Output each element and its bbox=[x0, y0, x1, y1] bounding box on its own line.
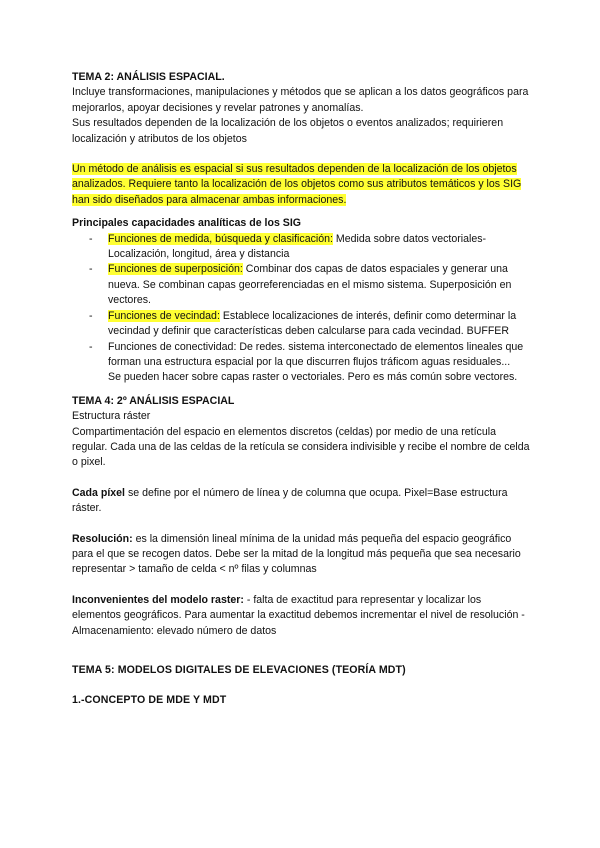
capacidades-list bbox=[72, 232, 532, 386]
inconvenientes-term: Inconvenientes del modelo raster: bbox=[72, 593, 244, 606]
spacer bbox=[72, 578, 532, 593]
pixel-text: se define por el número de línea y de columna que ocupa. Pixel=Base estructura ráster. bbox=[72, 486, 508, 515]
list-item-text-continued: Se pueden hacer sobre capas raster o vectoriales. Pero es más común sobre vectores. bbox=[108, 371, 518, 384]
list-item bbox=[72, 232, 532, 263]
list-item-text: Establece localizaciones de interés, definir como determinar la vecindad y definir que características deben calcularse para cada vecindad. BUFFER bbox=[108, 309, 517, 338]
list-item-term: Funciones de superposición: bbox=[108, 263, 243, 276]
tema4-paragraph-1: Compartimentación del espacio en elementos discretos (celdas) por medio de una retícula regular. Cada una de las celdas de la retícula se considera indivisible y recibe el nombre de celda o pixel. bbox=[72, 425, 530, 469]
tema4-title: TEMA 4: 2º ANÁLISIS ESPACIAL bbox=[72, 394, 235, 407]
list-dash: - bbox=[89, 309, 93, 322]
spacer bbox=[72, 471, 532, 486]
tema2-highlight-paragraph bbox=[72, 162, 532, 208]
list-item bbox=[72, 262, 532, 308]
document-page bbox=[72, 70, 532, 709]
tema5-section-1: 1.-CONCEPTO DE MDE Y MDT bbox=[72, 694, 227, 707]
inconvenientes-text: - falta de exactitud para representar y localizar los elementos geográficos. Para aumentar la exactitud debemos incrementar el nivel de resolución - Almacenamiento: elevado número de datos bbox=[72, 593, 525, 637]
spacer bbox=[72, 678, 532, 693]
inconvenientes-paragraph bbox=[72, 593, 532, 639]
list-item-text: Funciones de conectividad: De redes. sistema interconectado de elementos lineales que forman una estructura espacial por la que discurren flujos tráficom aguas residuales... bbox=[108, 340, 524, 368]
tema2-title: TEMA 2: ANÁLISIS ESPACIAL. bbox=[72, 71, 225, 83]
tema2-paragraph-1: Incluye transformaciones, manipulaciones y métodos que se aplican a los datos geográficos para mejorarlos, apoyar decisiones y revelar patrones y anomalías. bbox=[72, 86, 529, 114]
highlighted-text: Un método de análisis es espacial si sus resultados dependen de la localización de los objetos analizados. Requiere tanto la localización de los objetos como sus atributos temáticos y los SIG han sido diseñados para almacenar ambas informaciones. bbox=[72, 163, 522, 206]
spacer bbox=[72, 386, 532, 394]
spacer bbox=[72, 639, 532, 663]
list-item bbox=[72, 309, 532, 340]
pixel-term: Cada píxel bbox=[72, 486, 125, 499]
list-item-text: Medida sobre datos vectoriales- Localización, longitud, área y distancia bbox=[108, 232, 487, 261]
list-item bbox=[72, 340, 532, 386]
tema5-title: TEMA 5: MODELOS DIGITALES DE ELEVACIONES (TEORÍA MDT) bbox=[72, 664, 406, 676]
spacer bbox=[72, 517, 532, 532]
tema2-paragraph-2: Sus resultados dependen de la localización de los objetos o eventos analizados; requirieren localización y atributos de los objetos bbox=[72, 117, 504, 145]
list-item-text: Combinar dos capas de datos espaciales y generar una nueva. Se combinan capas georreferenciadas en el mismo sistema. Superposición en vectores. bbox=[108, 263, 512, 307]
resolucion-text: es la dimensión lineal mínima de la unidad más pequeña del espacio geográfico para el que se recogen datos. Debe ser la mitad de la longitud más pequeña que sea necesario representar > tamaño de celda < nº filas y columnas bbox=[72, 532, 521, 576]
resolucion-term: Resolución: bbox=[72, 532, 133, 545]
list-dash: - bbox=[89, 263, 93, 276]
list-dash: - bbox=[89, 232, 93, 245]
spacer bbox=[72, 147, 532, 162]
resolucion-paragraph bbox=[72, 532, 532, 578]
list-item-term: Funciones de vecindad: bbox=[108, 309, 220, 322]
spacer bbox=[72, 208, 532, 216]
list-dash: - bbox=[89, 340, 93, 353]
pixel-paragraph bbox=[72, 486, 532, 517]
list-item-term: Funciones de medida, búsqueda y clasificación: bbox=[108, 232, 333, 245]
tema4-subtitle: Estructura ráster bbox=[72, 410, 151, 423]
capacidades-title: Principales capacidades analíticas de los SIG bbox=[72, 217, 302, 230]
